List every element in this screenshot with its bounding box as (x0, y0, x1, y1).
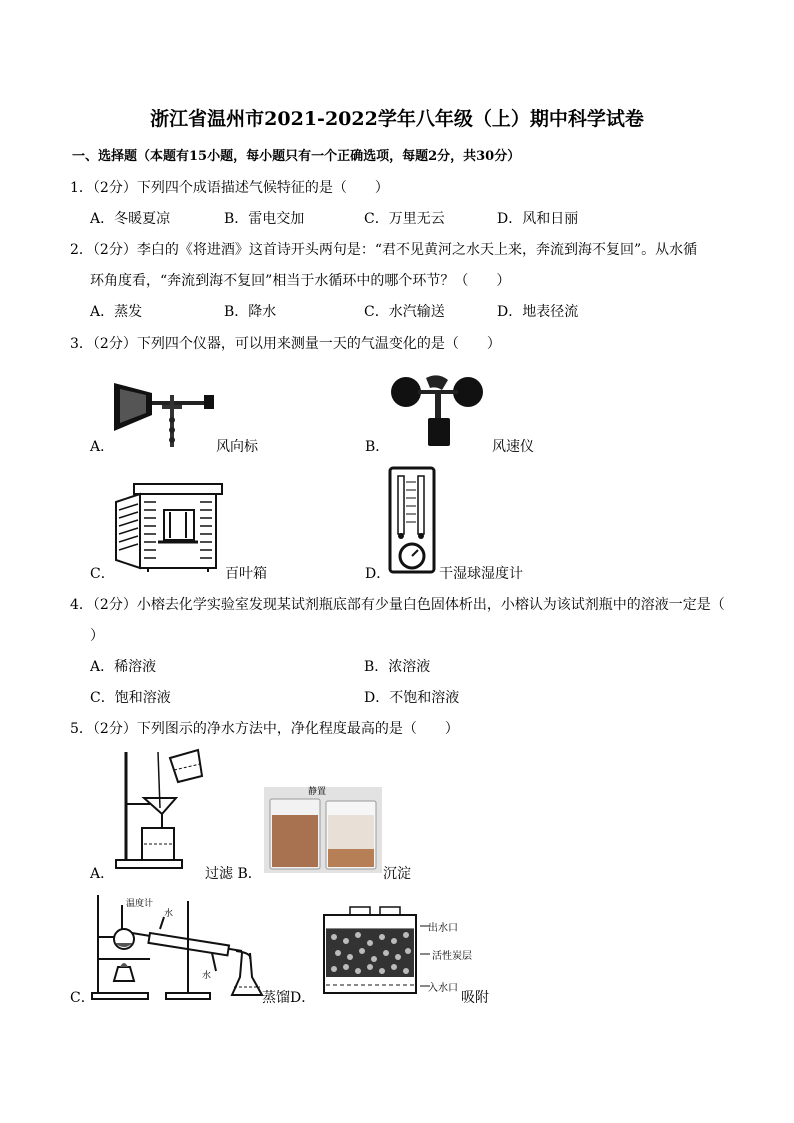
question-4-stem-line2: ） (90, 628, 104, 644)
q3-option-b: B． (365, 439, 390, 455)
question-5-stem: 5．（2分）下列图示的净水方法中，净化程度最高的是（ ） (70, 721, 459, 737)
q2-option-b: B．降水 (224, 304, 277, 320)
q3-caption-b: 风速仪 (492, 439, 534, 455)
q1-option-d: D．风和日丽 (497, 211, 579, 227)
q5-caption-d: 吸附 (461, 990, 489, 1006)
section-heading: 一、选择题（本题有15小题，每小题只有一个正确选项，每题2分，共30分） (72, 149, 521, 164)
question-1-stem: 1．（2分）下列四个成语描述气候特征的是（ ） (70, 180, 389, 196)
hygrometer-figure (388, 466, 438, 576)
louvered-box-figure (114, 480, 226, 572)
wind-vane-figure (112, 375, 222, 450)
distillation-figure (92, 893, 264, 1001)
q2-option-a: A．蒸发 (90, 304, 143, 320)
q1-option-b: B．雷电交加 (224, 211, 305, 227)
q3-caption-d: 干湿球湿度计 (439, 566, 523, 582)
question-4-stem-line1: 4．（2分）小榕去化学实验室发现某试剂瓶底部有少量白色固体析出，小榕认为该试剂瓶中的溶液一定是（ (70, 597, 725, 613)
q3-option-c: C． (90, 566, 115, 582)
q4-option-a: A．稀溶液 (90, 659, 157, 675)
filtration-figure (114, 748, 210, 870)
q2-option-c: C．水汽输送 (364, 304, 445, 320)
q2-option-d: D．地表径流 (497, 304, 579, 320)
q3-option-a: A． (90, 439, 115, 455)
q4-option-c: C．饱和溶液 (90, 690, 171, 706)
q3-caption-a: 风向标 (216, 439, 258, 455)
q5-caption-c-option-d: 蒸馏D． (262, 990, 316, 1006)
q1-option-a: A．冬暖夏凉 (90, 211, 171, 227)
adsorption-figure (320, 905, 420, 997)
inlet-label: 入水口 (428, 983, 458, 994)
page-title: 浙江省温州市2021-2022学年八年级（上）期中科学试卷 (150, 108, 644, 130)
q4-option-b: B．浓溶液 (364, 659, 431, 675)
water-label-top: 水 (164, 909, 174, 919)
outlet-label: 出水口 (428, 923, 458, 934)
q5-caption-b: 沉淀 (383, 866, 411, 882)
water-label-bottom: 水 (202, 971, 212, 981)
q3-caption-c: 百叶箱 (225, 566, 267, 582)
q5-caption-a-option-b: 过滤 B． (205, 866, 262, 882)
q4-option-d: D．不饱和溶液 (364, 690, 460, 706)
anemometer-figure (388, 372, 488, 450)
question-2-stem-line2: 环角度看，“奔流到海不复回”相当于水循环中的哪个环节？（ ） (90, 273, 511, 289)
question-2-stem-line1: 2．（2分）李白的《将进酒》这首诗开头两句是：“君不见黄河之水天上来，奔流到海不复回”。从水循 (70, 242, 698, 258)
sedimentation-photo (264, 787, 382, 873)
q1-option-c: C．万里无云 (364, 211, 445, 227)
q3-option-d: D． (365, 566, 391, 582)
q5-option-a: A． (90, 866, 115, 882)
carbon-layer-label: 活性炭层 (432, 951, 472, 962)
question-3-stem: 3．（2分）下列四个仪器，可以用来测量一天的气温变化的是（ ） (70, 336, 501, 352)
q5-option-c: C． (70, 990, 95, 1006)
static-label: 静置 (308, 787, 327, 797)
thermometer-label: 温度计 (126, 899, 154, 909)
